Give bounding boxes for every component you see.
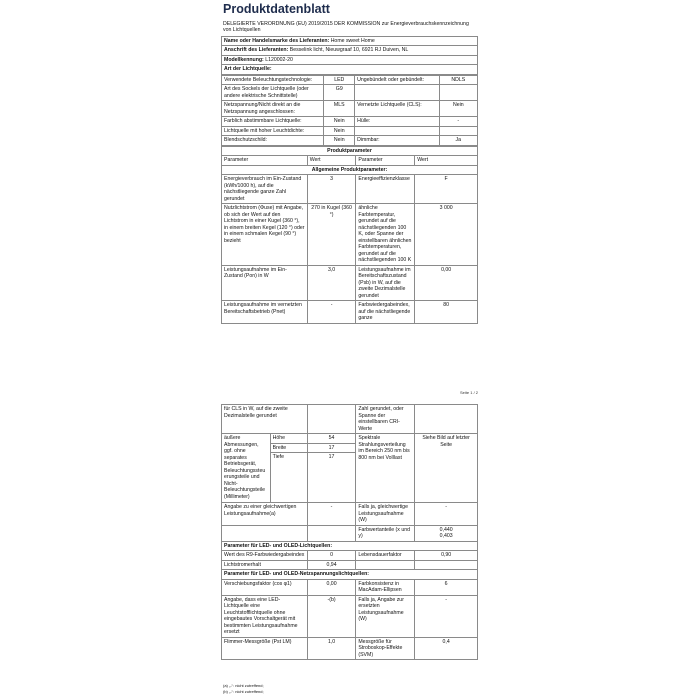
type-row [222,126,478,136]
equiv-value-0: - [307,503,356,526]
led-label-1: Lichtstromerhalt [222,560,308,570]
equiv-value2-0: - [415,503,478,526]
type-row [222,117,478,127]
col-header-param-1: Parameter [222,156,308,166]
dim-height-value: 54 [307,434,356,444]
light-type-table [221,75,478,146]
dim-depth-label: Tiefe [270,453,307,503]
equiv-value2-1: 0,440 0,403 [415,525,478,541]
general-header: Allgemeine Produktparameter: [222,165,478,175]
parameters-table-continued [221,404,478,660]
led-label2-0: Lebensdauerfaktor [356,551,415,561]
general-row [222,204,478,266]
supplier-name-cell [222,36,478,46]
col-header-param-2: Parameter [356,156,415,166]
datasheet-page-1 [221,0,478,324]
type-value2-4 [439,126,477,136]
footnotes [223,683,264,696]
dim-width-value: 17 [307,443,356,453]
led-value2-1 [415,560,478,570]
type-value-3: Nein [324,117,355,127]
led-row [222,560,478,570]
model-cell [222,55,478,65]
mains-label2-0: Farbkonsistenz in MacAdam-Ellipsen [356,579,415,595]
mains-label-2: Flimmer-Messgröße (Pst LM) [222,637,308,660]
type-label2-0: Ungebündelt oder gebündelt: [355,75,439,85]
mains-row [222,637,478,660]
general-label2-0: Energieeffizienzklasse [356,175,415,204]
general-value-0: 3 [307,175,356,204]
supplier-table [221,36,478,75]
params-header: Produktparameter [222,146,478,156]
parameters-table [221,146,478,324]
col-header-value-2: Wert [415,156,478,166]
page-number: Seite 1 / 2 [460,390,479,395]
general-label2-3: Farbwiedergabeindex, auf die nächstliegende ganze [356,301,415,324]
type-value2-5: Ja [439,136,477,146]
general-row [222,265,478,301]
dimensions-label: äußere Abmessungen, ggf. ohne separates Betriebsgerät, Beleuchtungssteuerungsteile und Nicht-Beleuchtungsteile (Millimeter) [222,434,271,503]
mains-label2-2: Messgröße für Stroboskop-Effekte (SVM) [356,637,415,660]
led-value-0: 0 [307,551,356,561]
equiv-label-0: Angabe zu einer gleichwertigen Leistungsaufnahme(a) [222,503,308,526]
equiv-value-1 [307,525,356,541]
mains-value2-2: 0,4 [415,637,478,660]
general-value-2: 3,0 [307,265,356,301]
supplier-address-value: Besselink licht, Nieuwgraaf 10, 6921 RJ Duiven, NL [289,47,409,54]
supplier-address-cell [222,46,478,56]
general-row [222,301,478,324]
general-label-1: Nutzlichtstrom (Φuse) mit Angabe, ob sich der Wert auf den Lichtstrom in einer Kugel (360 °), in einem breiten Kegel (120 °) oder in einem schmalen Kegel (90 °) bezieht [222,204,308,266]
equiv-label2-0: Falls ja, gleichwertige Leistungsaufnahme (W) [356,503,415,526]
dim-width-label: Breite [270,443,307,453]
type-label2-5: Dimmbar: [355,136,439,146]
mains-value-2: 1,0 [307,637,356,660]
led-row [222,551,478,561]
type-row [222,85,478,101]
cont-empty [307,405,356,434]
led-label-0: Wert des R9-Farbwiedergabeindex [222,551,308,561]
general-value-3: - [307,301,356,324]
type-label-5: Blendschutzschild: [222,136,324,146]
col-header-value-1: Wert [307,156,356,166]
general-value2-0: F [415,175,478,204]
cont-right: Zahl gerundet, oder Spanne der einstellbaren CRI-Werte [356,405,415,434]
supplier-name-label: Name oder Handelsmarke des Lieferanten: [224,37,330,44]
mains-row [222,579,478,595]
type-row [222,75,478,85]
type-label2-4 [355,126,439,136]
general-value-1: 270 in Kugel (360 °) [307,204,356,266]
type-value-2: MLS [324,101,355,117]
general-value2-2: 0,00 [415,265,478,301]
led-value-1: 0,94 [307,560,356,570]
type-value2-1 [439,85,477,101]
general-label2-1: ähnliche Farbtemperatur, gerundet auf die nächstliegenden 100 K, oder Spanne der einstellbaren ähnlichen Farbtemperaturen, gerundet auf die nächstliegenden 100 K [356,204,415,266]
mains-row [222,595,478,637]
type-row [222,101,478,117]
general-label-0: Energieverbrauch im Ein-Zustand (kWh/1000 h), auf die nächstliegende ganze Zahl gerundet [222,175,308,204]
equiv-label-1 [222,525,308,541]
datasheet-page-2 [221,404,478,660]
general-row [222,175,478,204]
general-value2-3: 80 [415,301,478,324]
mains-header: Parameter für LED- und OLED-Netzspannungslichtquellen: [222,570,478,580]
type-row [222,136,478,146]
type-label-4: Lichtquelle mit hoher Leuchtdichte: [222,126,324,136]
dim-depth-value: 17 [307,453,356,503]
model-label: Modellkennung: [224,56,264,63]
type-label-1: Art des Sockels der Lichtquelle (oder andere elektrische Schnittstelle) [222,85,324,101]
type-value2-2: Nein [439,101,477,117]
type-value-5: Nein [324,136,355,146]
type-label-3: Farblich abstimmbare Lichtquelle: [222,117,324,127]
general-label-3: Leistungsaufnahme im vernetzten Bereitschaftsbetrieb (Pnet) [222,301,308,324]
cont-left: für CLS in W, auf die zweite Dezimalstelle gerundet [222,405,308,434]
equiv-label2-1: Farbwertanteile (x und y) [356,525,415,541]
general-label2-2: Leistungsaufnahme im Bereitschaftszustand (Psb) in W, auf die zweite Dezimalstelle gerundet [356,265,415,301]
type-label-2: Netzspannung/Nicht direkt an die Netzspannung angeschlossen: [222,101,324,117]
general-value2-1: 3 000 [415,204,478,266]
mains-label2-1: Falls ja, Angabe zur ersetzten Leistungsaufnahme (W) [356,595,415,637]
dim-height-label: Höhe [270,434,307,444]
model-value: L120002-20 [265,56,293,63]
equiv-row [222,525,478,541]
page-title: Produktdatenblatt [223,2,330,16]
type-label-0: Verwendete Beleuchtungstechnologie: [222,75,324,85]
supplier-address-label: Anschrift des Lieferanten: [224,47,289,54]
supplier-name-value: Home sweet Home [330,37,375,44]
light-type-header: Art der Lichtquelle: [222,65,478,75]
type-value2-3: - [439,117,477,127]
type-value-1: G9 [324,85,355,101]
spectral-value: Siehe Bild auf letzter Seite [415,434,478,503]
type-value-0: LED [324,75,355,85]
mains-label-1: Angabe, dass eine LED-Lichtquelle eine Leuchtstofflichtquelle ohne eingebautes Vorschaltgerät mit bestimmten Leistungsaufnahme ersetzt [222,595,308,637]
type-label2-2: Vernetzte Lichtquelle (CLS): [355,101,439,117]
equiv-row [222,503,478,526]
type-value-4: Nein [324,126,355,136]
type-value2-0: NDLS [439,75,477,85]
led-header: Parameter für LED- und OLED-Lichtquellen: [222,541,478,551]
mains-value-0: 0,00 [307,579,356,595]
mains-value2-1: - [415,595,478,637]
mains-label-0: Verschiebungsfaktor (cos φ1) [222,579,308,595]
type-label2-1 [355,85,439,101]
footnote-b: (b) „-“: nicht zutreffend; [223,689,264,695]
spectral-label: Spektrale Strahlungsverteilung im Bereich 250 nm bis 800 nm bei Volllast [356,434,415,503]
mains-value2-0: 6 [415,579,478,595]
led-label2-1 [356,560,415,570]
mains-value-1: -(b) [307,595,356,637]
footnote-a: (a) „-“: nicht zutreffend; [223,683,264,688]
cont-empty-2 [415,405,478,434]
type-label2-3: Hülle: [355,117,439,127]
regulation-intro: DELEGIERTE VERORDNUNG (EU) 2019/2015 DER KOMMISSION zur Energieverbrauchskennzeichnung von Lichtquellen [223,20,469,34]
led-value2-0: 0,90 [415,551,478,561]
general-label-2: Leistungsaufnahme im Ein-Zustand (Pon) in W [222,265,308,301]
